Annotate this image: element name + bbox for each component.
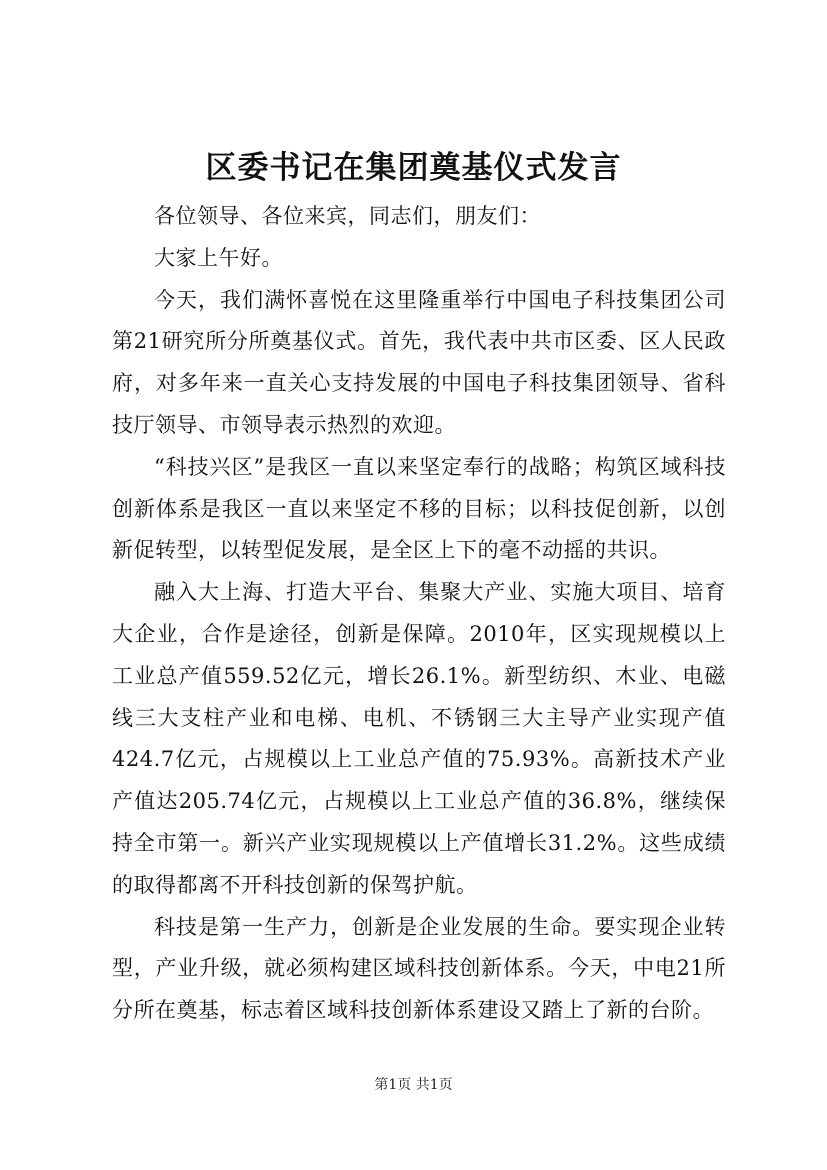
page-number-footer: 第1页 共1页	[374, 1077, 453, 1093]
body-paragraph: “科技兴区”是我区一直以来坚定奉行的战略；构筑区域科技创新体系是我区一直以来坚定不移的目标；以科技促创新，以创新促转型，以转型促发展，是全区上下的毫不动摇的共识。	[112, 454, 726, 563]
salutation-paragraph: 各位领导、各位来宾，同志们，朋友们：	[154, 204, 541, 228]
greeting-paragraph: 大家上午好。	[154, 245, 283, 270]
document-title: 区委书记在集团奠基仪式发言	[205, 150, 622, 186]
body-paragraph: 今天，我们满怀喜悦在这里隆重举行中国电子科技集团公司第21研究所分所奠基仪式。首先，我代表中共市区委、区人民政府，对多年来一直关心支持发展的中国电子科技集团领导、省科技厅领导、市领导表示热烈的欢迎。	[112, 287, 726, 437]
body-paragraph: 科技是第一生产力，创新是企业发展的生命。要实现企业转型，产业升级，就必须构建区域科技创新体系。今天，中电21所分所在奠基，标志着区域科技创新体系建设又踏上了新的台阶。	[112, 914, 726, 1023]
document-body	[112, 196, 726, 1032]
body-paragraph: 融入大上海、打造大平台、集聚大产业、实施大项目、培育大企业，合作是途径，创新是保障。2010年，区实现规模以上工业总产值559.52亿元，增长26.1%。新型纺织、木业、电磁线三大支柱产业和电梯、电机、不锈钢三大主导产业实现产值424.7亿元，占规模以上工业总产值的75.93%。高新技术产业产值达205.74亿元，占规模以上工业总产值的36.8%，继续保持全市第一。新兴产业实现规模以上产值增长31.2%。这些成绩的取得都离不开科技创新的保驾护航。	[112, 580, 726, 897]
